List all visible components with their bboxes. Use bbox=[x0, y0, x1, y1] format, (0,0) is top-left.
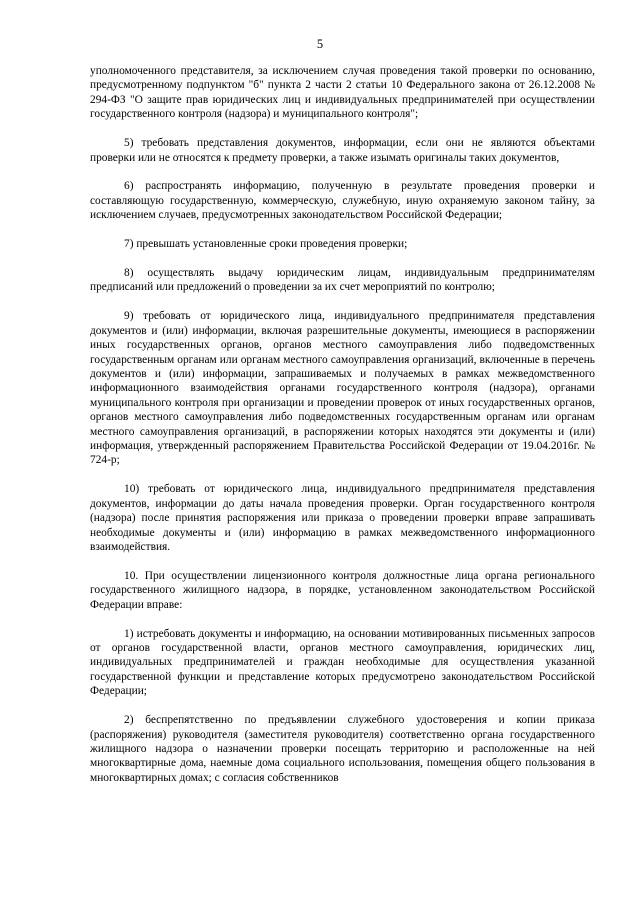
paragraph-item-8: 8) осуществлять выдачу юридическим лицам, индивидуальным предпринимателям предписаний или предложений о проведении за их счет мероприятий по контролю; bbox=[90, 267, 595, 294]
paragraph-item-5: 5) требовать представления документов, информации, если они не являются объектами проверки или не относятся к предмету проверки, а также изымать оригиналы таких документов, bbox=[90, 137, 595, 164]
paragraph-continuation: уполномоченного представителя, за исключением случая проведения такой проверки по основанию, предусмотренному подпунктом "б" пункта 2 части 2 статьи 10 Федерального закона от 26.12.2008 № 294-ФЗ "О защите прав юридических лиц и индивидуальных предпринимателей при осуществлении государственного контроля (надзора) и муниципального контроля"; bbox=[90, 65, 595, 121]
paragraph-section-10: 10. При осуществлении лицензионного контроля должностные лица органа регионального государственного жилищного надзора, в порядке, установленном законодательством Российской Федерации вправе: bbox=[90, 569, 595, 611]
page-number: 5 bbox=[316, 37, 324, 51]
paragraph-item-9: 9) требовать от юридического лица, индивидуального предпринимателя представления документов и (или) информации, включая разрешительные документы, имеющиеся в распоряжении иных государственных органов, органов местного самоуправления либо подведомственных государственным органам или органам местного самоуправления организаций, включенные в перечень документов и (или) информации, запрашиваемых и получаемых в рамках межведомственного информационного взаимодействия органами государственного контроля (надзора), органами муниципального контроля при организации и проведении проверок от иных государственных органов, органов местного самоуправления либо подведомственных государственным органам или органам местного самоуправления организаций, в распоряжении которых находятся эти документы и (или) информация, утвержденный распоряжением Правительства Российской Федерации от 19.04.2016г. № 724-р; bbox=[90, 310, 595, 467]
paragraph-subitem-2: 2) беспрепятственно по предъявлении служебного удостоверения и копии приказа (распоряжения) руководителя (заместителя руководителя) соответственно органа государственного жилищного надзора о назначении проверки посещать территорию и расположенные на ней многоквартирные дома, наемные дома социального использования, помещения общего пользования в многоквартирных домах; с согласия собственников bbox=[90, 714, 595, 784]
document-body bbox=[90, 64, 595, 800]
paragraph-subitem-1: 1) истребовать документы и информацию, на основании мотивированных письменных запросов от органов государственной власти, органов местного самоуправления, юридических лиц, индивидуальных предпринимателей и граждан необходимые для осуществления указанной государственной функции и представление которых предусмотрено законодательством Российской Федерации; bbox=[90, 627, 595, 698]
paragraph-item-6: 6) распространять информацию, полученную в результате проведения проверки и составляющую государственную, коммерческую, служебную, иную охраняемую законом тайну, за исключением случаев, предусмотренных законодательством Российской Федерации; bbox=[90, 180, 595, 222]
paragraph-item-7: 7) превышать установленные сроки проведения проверки; bbox=[124, 238, 408, 251]
paragraph-item-10: 10) требовать от юридического лица, индивидуального предпринимателя представления документов, информации до даты начала проведения проверки. Орган государственного контроля (надзора) после принятия распоряжения или приказа о проведении проверки вправе запрашивать необходимые документы и (или) информацию в рамках межведомственного информационного взаимодействия. bbox=[90, 483, 595, 553]
